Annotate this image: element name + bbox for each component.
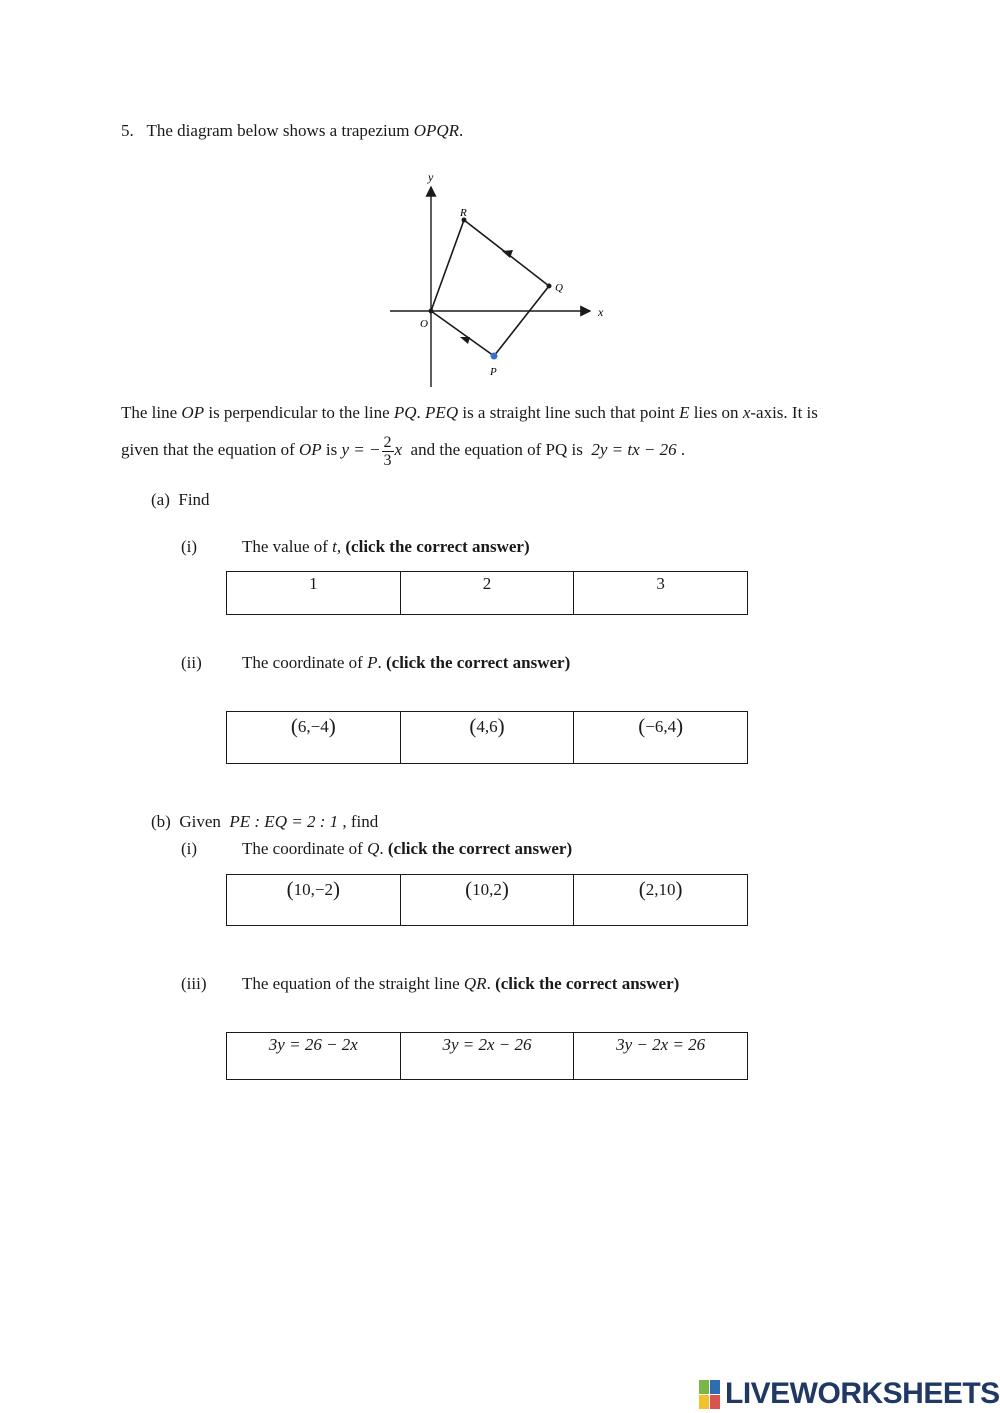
point-q-dot xyxy=(547,284,552,289)
label-q: Q xyxy=(555,282,563,294)
op-fraction xyxy=(382,434,394,469)
a2-option-2[interactable]: (4,6) xyxy=(400,712,574,764)
question-heading xyxy=(121,121,463,141)
a2-label: (ii) xyxy=(181,653,202,672)
option-value: 2,10 xyxy=(645,880,676,899)
question-text: . xyxy=(486,974,496,993)
b1-label: (i) xyxy=(181,839,198,858)
a1-label: (i) xyxy=(181,537,198,556)
option-value: 10,−2 xyxy=(293,880,333,899)
instruction-text: (click the correct answer) xyxy=(495,974,680,993)
desc-text: is perpendicular to the line xyxy=(204,403,394,422)
op-equation-lhs: y = − xyxy=(341,440,381,459)
logo-icon xyxy=(699,1379,721,1409)
b3-question xyxy=(242,974,679,994)
desc-text: lies on xyxy=(689,403,743,422)
desc-x: x xyxy=(742,403,751,422)
b1-option-3[interactable]: (2,10) xyxy=(574,875,748,926)
instruction-text: (click the correct answer) xyxy=(345,537,530,556)
option-value: −6,4 xyxy=(645,717,677,736)
b1-option-1[interactable]: (10,−2) xyxy=(227,875,401,926)
desc-op: OP xyxy=(298,440,322,459)
op-equation-rhs: x xyxy=(394,440,403,459)
fraction-denominator: 3 xyxy=(383,451,392,469)
x-axis-label: x xyxy=(598,305,604,319)
intro-period: . xyxy=(459,121,464,140)
point-o-dot xyxy=(429,309,434,314)
desc-text: given that the equation of xyxy=(121,440,299,459)
part-b-title: , find xyxy=(338,812,379,831)
desc-text: -axis. It is xyxy=(750,403,818,422)
question-text: The coordinate of xyxy=(242,653,368,672)
a1-question xyxy=(242,537,530,557)
b3-option-3[interactable]: 3y − 2x = 26 xyxy=(574,1033,748,1080)
part-a-title: Find xyxy=(178,490,210,509)
option-value: 6,−4 xyxy=(297,717,329,736)
origin-label: O xyxy=(420,318,428,330)
label-p: P xyxy=(490,366,497,378)
option-value: 10,2 xyxy=(472,880,502,899)
desc-text: is a straight line such that point xyxy=(458,403,680,422)
question-text: The value of xyxy=(242,537,333,556)
ratio-expression: PE : EQ = 2 : 1 xyxy=(229,812,339,831)
b3-label: (iii) xyxy=(181,974,207,993)
a2-option-1[interactable]: (6,−4) xyxy=(227,712,401,764)
fraction-numerator: 2 xyxy=(383,433,392,451)
b3-option-1[interactable]: 3y = 26 − 2x xyxy=(227,1033,401,1080)
logo-text: LIVEWORKSHEETS xyxy=(725,1377,1000,1410)
question-text: . xyxy=(377,653,386,672)
edge-po xyxy=(431,311,494,356)
a2-option-3[interactable]: (−6,4) xyxy=(574,712,748,764)
question-text: The equation of the straight line xyxy=(242,974,464,993)
parallel-arrow-po xyxy=(460,337,470,344)
part-b-title: Given xyxy=(179,812,230,831)
desc-text: . xyxy=(416,403,426,422)
part-b-heading xyxy=(151,812,378,832)
edge-qp xyxy=(494,286,549,356)
b3-answer-table xyxy=(226,1032,748,1080)
y-axis-label: y xyxy=(428,170,434,184)
desc-text: is xyxy=(321,440,342,459)
option-value: 4,6 xyxy=(476,717,498,736)
desc-op: OP xyxy=(181,403,205,422)
instruction-text: (click the correct answer) xyxy=(385,653,571,672)
question-number: 5. xyxy=(121,121,134,140)
question-var: Q xyxy=(367,839,380,858)
instruction-text: (click the correct answer) xyxy=(387,839,573,858)
description-line-2 xyxy=(121,431,685,471)
label-r: R xyxy=(460,207,467,219)
a1-option-3[interactable]: 3 xyxy=(574,572,748,615)
b1-answer-table xyxy=(226,874,748,926)
part-a-label: (a) xyxy=(151,490,170,509)
pq-equation: 2y = tx − 26 xyxy=(591,440,677,459)
b1-question xyxy=(242,839,572,859)
question-var: P xyxy=(367,653,378,672)
b3-option-2[interactable]: 3y = 2x − 26 xyxy=(400,1033,574,1080)
a1-option-1[interactable]: 1 xyxy=(227,572,401,615)
desc-text: . xyxy=(676,440,686,459)
b1-option-2[interactable]: (10,2) xyxy=(400,875,574,926)
liveworksheets-logo xyxy=(699,1377,1000,1411)
point-p-dot xyxy=(491,353,498,360)
question-var: QR xyxy=(463,974,487,993)
question-text: . xyxy=(379,839,388,858)
question-var: t xyxy=(332,537,337,556)
question-text: The coordinate of xyxy=(242,839,368,858)
a2-question xyxy=(242,653,570,673)
a2-answer-table xyxy=(226,711,748,764)
question-text: , xyxy=(336,537,346,556)
edge-or xyxy=(431,220,464,311)
desc-e: E xyxy=(679,403,690,422)
a1-option-2[interactable]: 2 xyxy=(400,572,574,615)
desc-text: The line xyxy=(121,403,182,422)
desc-peq: PEQ xyxy=(425,403,459,422)
desc-pq: PQ xyxy=(393,403,417,422)
trapezium-diagram xyxy=(380,165,620,390)
desc-text: and the equation of PQ is xyxy=(402,440,592,459)
question-intro: The diagram below shows a trapezium xyxy=(146,121,414,140)
shape-name: OPQR xyxy=(413,121,460,140)
part-b-label: (b) xyxy=(151,812,171,831)
description-line-1 xyxy=(121,403,818,423)
part-a-heading xyxy=(151,490,210,510)
a1-answer-table xyxy=(226,571,748,615)
